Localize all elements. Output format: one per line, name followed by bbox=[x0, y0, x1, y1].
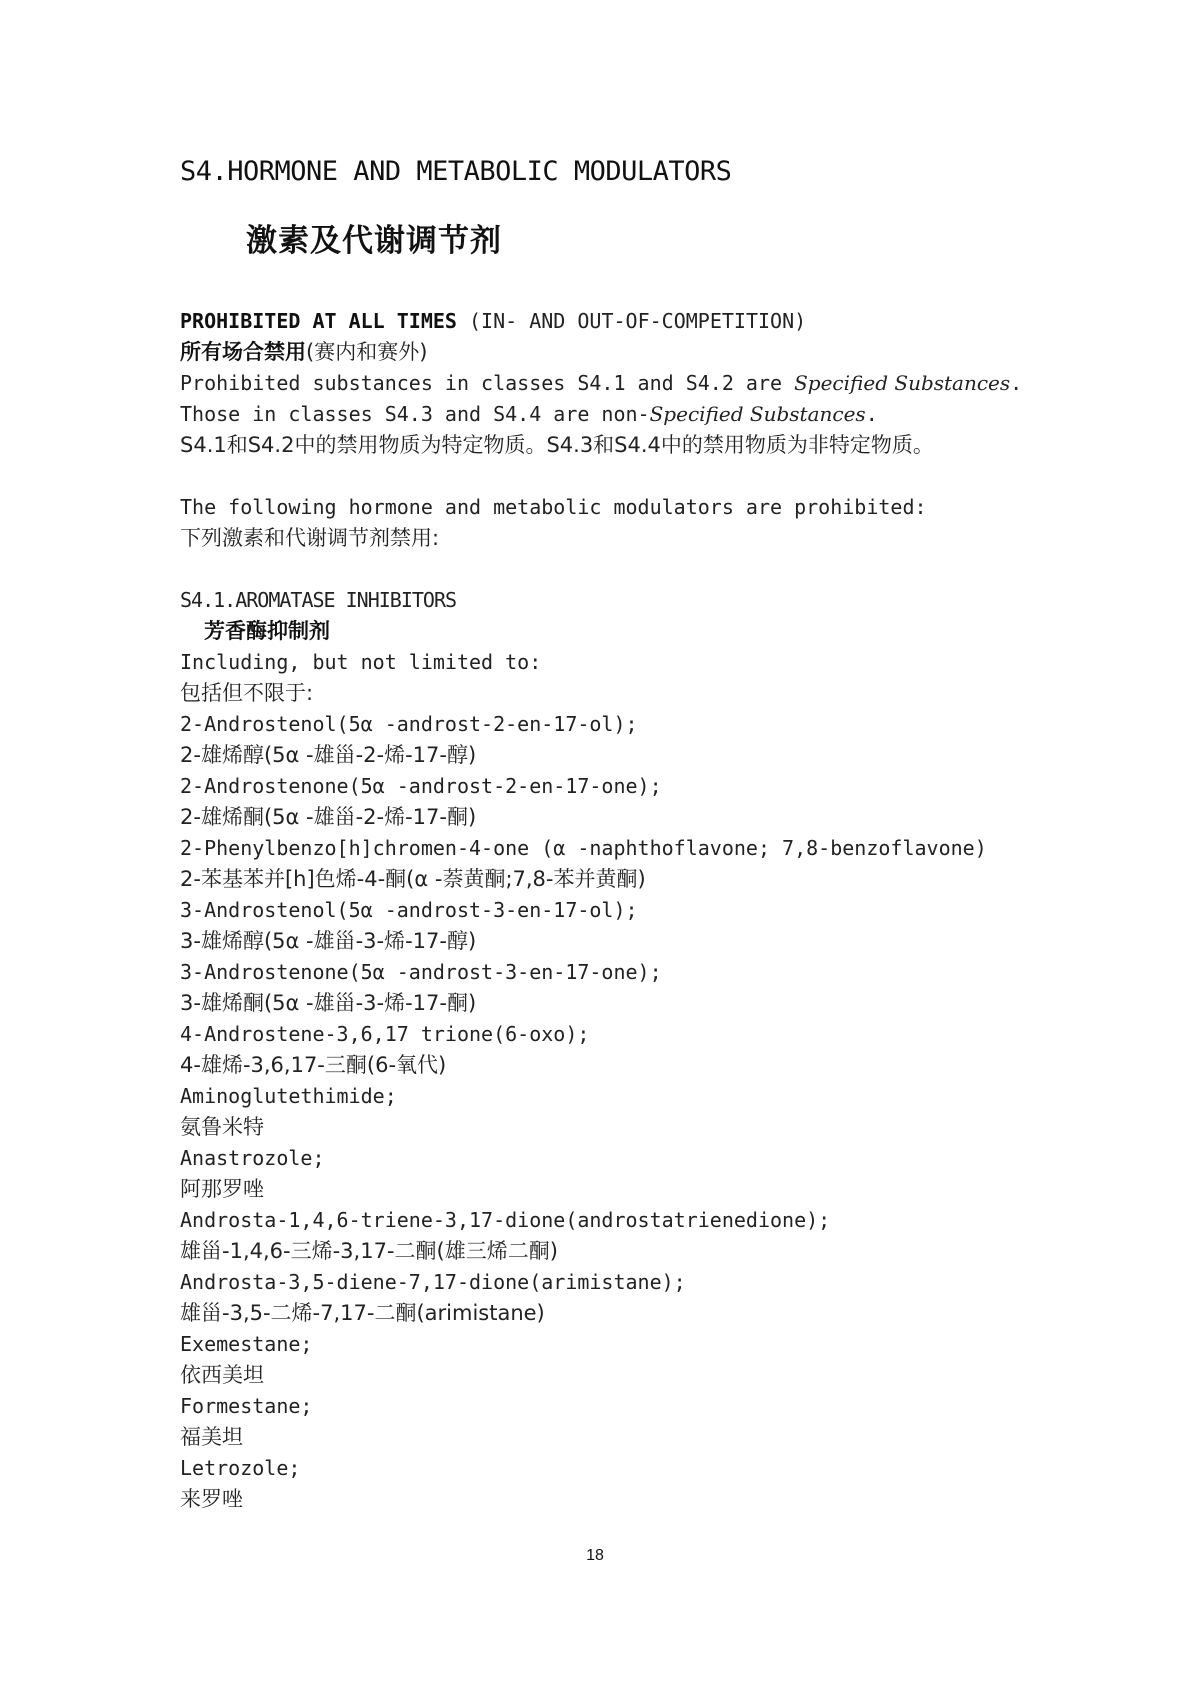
page-title-cn: 激素及代谢调节剂 bbox=[246, 223, 502, 259]
substance-name-cn: 氨鲁米特 bbox=[180, 1115, 264, 1139]
specified-note-1-suffix: . bbox=[1010, 371, 1023, 395]
substance-name-cn: 2-雄烯酮(5α -雄甾-2-烯-17-酮) bbox=[180, 805, 477, 829]
specified-note-2-suffix: . bbox=[865, 402, 878, 426]
page-number: 18 bbox=[586, 1547, 604, 1564]
substance-name: Aminoglutethimide; bbox=[180, 1084, 397, 1108]
including-label-cn: 包括但不限于: bbox=[180, 681, 314, 705]
substance-name-cn: 阿那罗唑 bbox=[180, 1177, 264, 1201]
prohibited-label: PROHIBITED AT ALL TIMES bbox=[180, 309, 457, 333]
specified-note-cn: S4.1和S4.2中的禁用物质为特定物质。S4.3和S4.4中的禁用物质为非特定物质。 bbox=[180, 433, 934, 457]
substance-name: Formestane; bbox=[180, 1394, 313, 1418]
prohibited-qualifier: (IN- AND OUT-OF-COMPETITION) bbox=[469, 309, 807, 333]
including-label: Including, but not limited to: bbox=[180, 650, 542, 674]
substance-name-cn: 依西美坦 bbox=[180, 1363, 264, 1387]
prohibited-qualifier-cn: (赛内和赛外) bbox=[306, 340, 428, 364]
substance-name-cn: 雄甾-1,4,6-三烯-3,17-二酮(雄三烯二酮) bbox=[180, 1239, 558, 1263]
document-body bbox=[180, 306, 1080, 1515]
specified-substances-term: Specified Substances bbox=[794, 371, 1011, 395]
substance-name: 3-Androstenone(5α -androst-3-en-17-one); bbox=[180, 960, 662, 984]
substance-name-cn: 来罗唑 bbox=[180, 1487, 243, 1511]
prohibited-heading bbox=[180, 306, 1080, 337]
substance-name: 3-Androstenol(5α -androst-3-en-17-ol); bbox=[180, 898, 638, 922]
substance-name: 2-Phenylbenzo[h]chromen-4-one (α -naphthoflavone; 7,8-benzoflavone) bbox=[180, 836, 987, 860]
substance-name-cn: 3-雄烯酮(5α -雄甾-3-烯-17-酮) bbox=[180, 991, 477, 1015]
substance-name: Androsta-3,5-diene-7,17-dione(arimistane); bbox=[180, 1270, 686, 1294]
substance-name-cn: 雄甾-3,5-二烯-7,17-二酮(arimistane) bbox=[180, 1301, 545, 1325]
spacer bbox=[180, 461, 1080, 492]
substance-name: Anastrozole; bbox=[180, 1146, 325, 1170]
page-title: S4.HORMONE AND METABOLIC MODULATORS bbox=[180, 156, 732, 187]
substance-name-cn: 3-雄烯醇(5α -雄甾-3-烯-17-醇) bbox=[180, 929, 477, 953]
spacer bbox=[180, 554, 1080, 585]
section-title: S4.1.AROMATASE INHIBITORS bbox=[180, 588, 457, 612]
substance-name: 2-Androstenone(5α -androst-2-en-17-one); bbox=[180, 774, 662, 798]
substance-name-cn: 4-雄烯-3,6,17-三酮(6-氧代) bbox=[180, 1053, 447, 1077]
following-intro: The following hormone and metabolic modulators are prohibited: bbox=[180, 495, 927, 519]
substance-name-cn: 2-雄烯醇(5α -雄甾-2-烯-17-醇) bbox=[180, 743, 477, 767]
specified-note-2-prefix: Those in classes S4.3 and S4.4 are non- bbox=[180, 402, 650, 426]
substance-list bbox=[180, 709, 1080, 1515]
following-intro-cn: 下列激素和代谢调节剂禁用: bbox=[180, 526, 440, 550]
prohibited-label-cn: 所有场合禁用 bbox=[180, 340, 306, 364]
substance-name: 4-Androstene-3,6,17 trione(6-oxo); bbox=[180, 1022, 590, 1046]
specified-note-1-prefix: Prohibited substances in classes S4.1 and S4.2 are bbox=[180, 371, 795, 395]
substance-name: 2-Androstenol(5α -androst-2-en-17-ol); bbox=[180, 712, 638, 736]
section-title-cn: 芳香酶抑制剂 bbox=[204, 619, 330, 643]
substance-name: Letrozole; bbox=[180, 1456, 301, 1480]
specified-note-2 bbox=[180, 399, 1080, 430]
specified-note-1 bbox=[180, 368, 1080, 399]
prohibited-heading-cn bbox=[180, 337, 1080, 368]
substance-name: Exemestane; bbox=[180, 1332, 313, 1356]
substance-name-cn: 福美坦 bbox=[180, 1425, 243, 1449]
non-specified-substances-term: Specified Substances bbox=[649, 402, 866, 426]
substance-name: Androsta-1,4,6-triene-3,17-dione(androstatrienedione); bbox=[180, 1208, 831, 1232]
substance-name-cn: 2-苯基苯并[h]色烯-4-酮(α -萘黄酮;7,8-苯并黄酮) bbox=[180, 867, 646, 891]
